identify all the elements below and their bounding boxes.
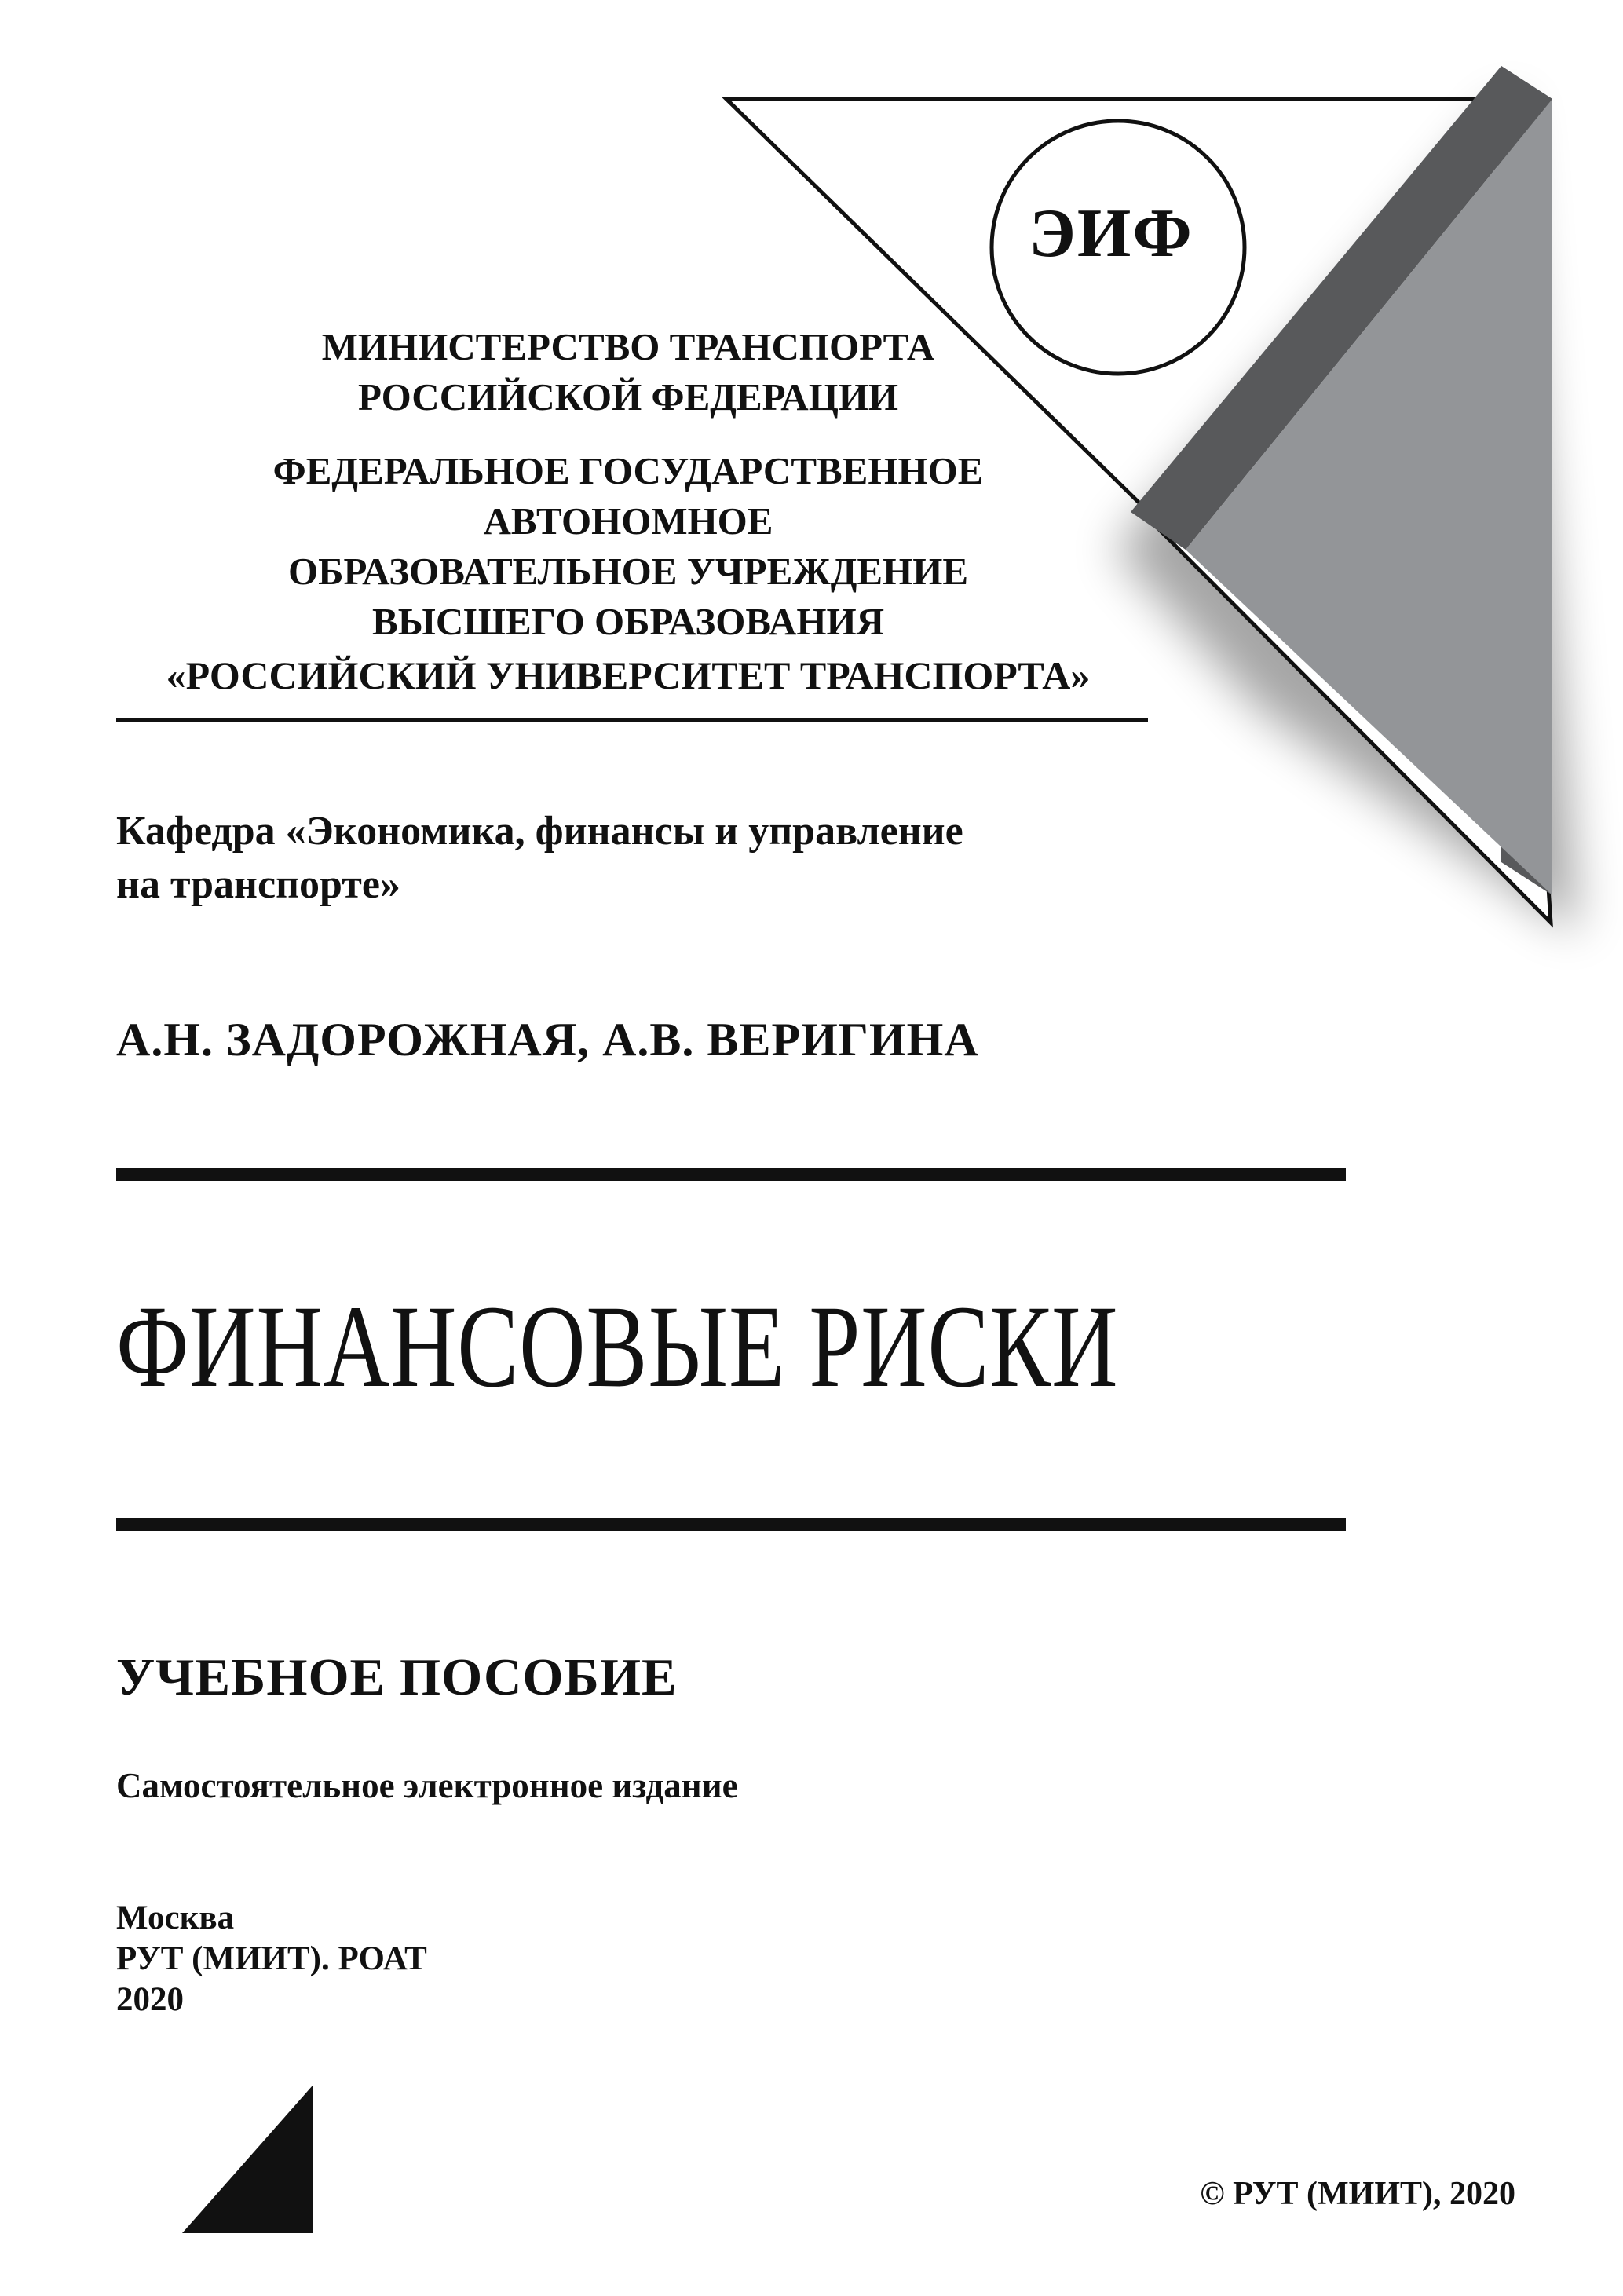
imprint-year: 2020 <box>116 1981 184 2018</box>
department-line-1: Кафедра «Экономика, финансы и управление <box>116 809 963 854</box>
corner-triangle <box>182 2086 313 2233</box>
ministry-line-4: АВТОНОМНОЕ <box>483 499 773 543</box>
ministry-line-6: ВЫСШЕГО ОБРАЗОВАНИЯ <box>372 600 884 643</box>
department <box>116 805 1137 912</box>
book-title: ФИНАНСОВЫЕ РИСКИ <box>116 1281 1119 1412</box>
logo-text: ЭИФ <box>1029 196 1193 272</box>
ministry-line-3: ФЕДЕРАЛЬНОЕ ГОСУДАРСТВЕННОЕ <box>272 449 984 492</box>
ministry-line-1: МИНИСТЕРСТВО ТРАНСПОРТА <box>321 325 935 368</box>
imprint <box>116 1898 427 2020</box>
authors: А.Н. ЗАДОРОЖНАЯ, А.В. ВЕРИГИНА <box>116 1014 979 1066</box>
ministry-line-5: ОБРАЗОВАТЕЛЬНОЕ УЧРЕЖДЕНИЕ <box>287 550 969 593</box>
imprint-publisher: РУТ (МИИТ). РОАТ <box>116 1940 427 1977</box>
edition-note: Самостоятельное электронное издание <box>116 1766 738 1805</box>
title-rule-top <box>116 1168 1346 1181</box>
university-name: «РОССИЙСКИЙ УНИВЕРСИТЕТ ТРАНСПОРТА» <box>166 653 1091 697</box>
ministry-line-2: РОССИЙСКОЙ ФЕДЕРАЦИИ <box>357 375 899 419</box>
copyright: © РУТ (МИИТ), 2020 <box>1200 2176 1515 2212</box>
header-divider <box>116 718 1148 722</box>
department-line-2: на транспорте» <box>116 862 400 907</box>
title-rule-bottom <box>116 1518 1346 1531</box>
imprint-city: Москва <box>116 1899 235 1936</box>
book-type: УЧЕБНОЕ ПОСОБИЕ <box>116 1648 678 1706</box>
